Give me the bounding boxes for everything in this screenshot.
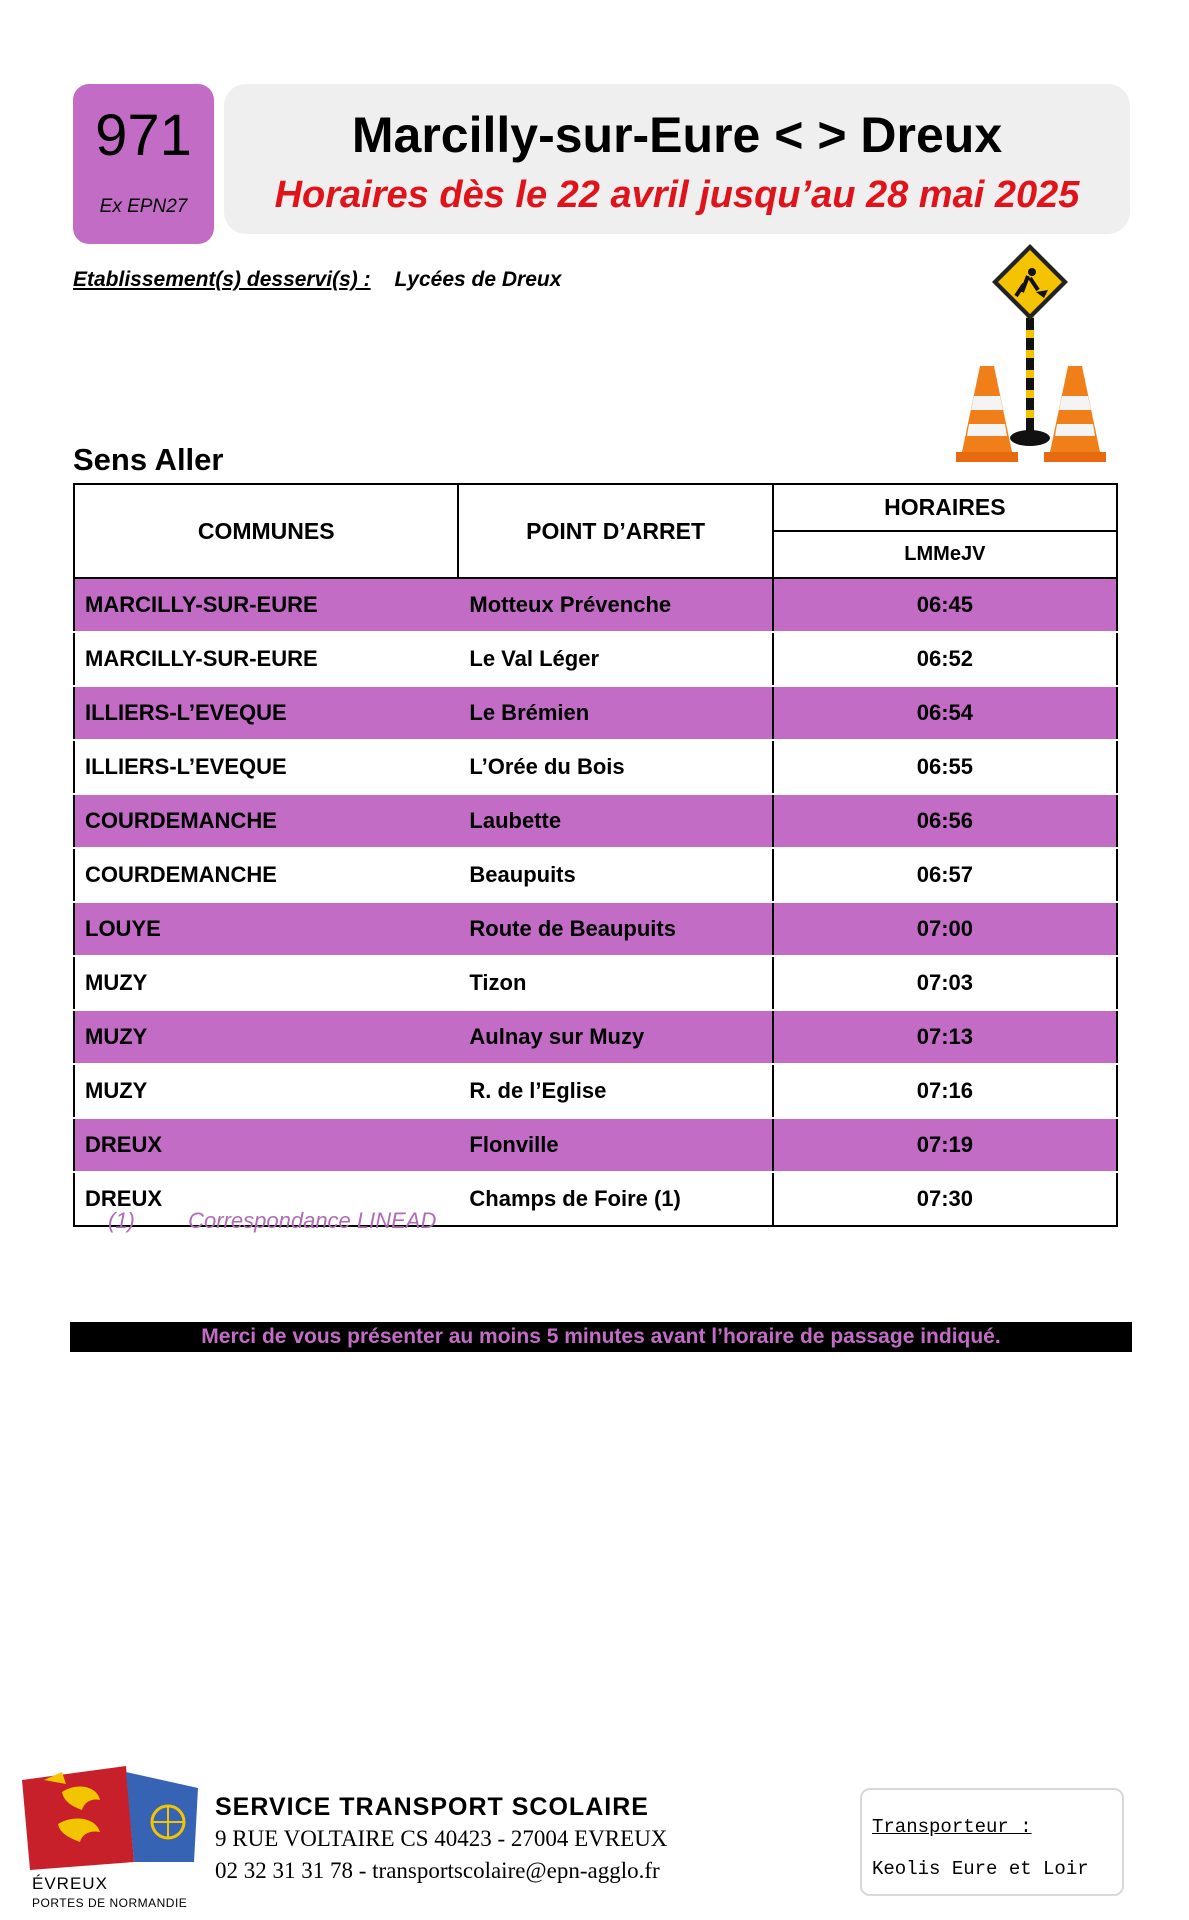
table-row [74,578,1117,632]
service-title: SERVICE TRANSPORT SCOLAIRE [215,1793,649,1821]
table-row [74,1010,1117,1064]
header-communes: COMMUNES [74,484,458,578]
table-row [74,794,1117,848]
time-cell: 07:30 [773,1172,1117,1226]
commune-cell: MARCILLY-SUR-EURE [74,632,458,686]
table-row [74,1064,1117,1118]
commune-cell: ILLIERS-L’EVEQUE [74,740,458,794]
table-row [74,848,1117,902]
time-cell: 06:45 [773,578,1117,632]
timetable [73,483,1118,1227]
carrier-name: Keolis Eure et Loir [872,1858,1089,1880]
route-title: Marcilly-sur-Eure < > Dreux [351,107,1003,163]
direction-heading: Sens Aller [73,442,224,477]
table-row [74,956,1117,1010]
commune-cell: MUZY [74,1064,458,1118]
title-panel [224,84,1130,234]
header-stop: POINT D’ARRET [458,484,772,578]
commune-cell: MUZY [74,1010,458,1064]
establishment-label: Etablissement(s) desservi(s) : [73,268,371,291]
header-times: HORAIRES [773,484,1117,531]
time-cell: 07:16 [773,1064,1117,1118]
time-cell: 06:56 [773,794,1117,848]
time-cell: 07:13 [773,1010,1117,1064]
stop-cell: Aulnay sur Muzy [458,1010,772,1064]
carrier-label: Transporteur : [872,1816,1032,1838]
commune-cell: LOUYE [74,902,458,956]
establishment-line [73,268,561,292]
time-cell: 06:57 [773,848,1117,902]
stop-cell: Motteux Prévenche [458,578,772,632]
commune-cell: DREUX [74,1172,458,1226]
logo-city: ÉVREUX [32,1874,108,1893]
table-row [74,902,1117,956]
time-cell: 07:00 [773,902,1117,956]
line-number-badge [73,84,214,244]
commune-cell: COURDEMANCHE [74,794,458,848]
logo-tagline: PORTES DE NORMANDIE [32,1896,188,1910]
commune-cell: DREUX [74,1118,458,1172]
stop-cell: Beaupuits [458,848,772,902]
carrier-box [860,1788,1124,1896]
commune-cell: COURDEMANCHE [74,848,458,902]
time-cell: 06:52 [773,632,1117,686]
notice-banner: Merci de vous présenter au moins 5 minutes avant l’horaire de passage indiqué. [70,1322,1132,1352]
commune-cell: MARCILLY-SUR-EURE [74,578,458,632]
stop-cell: Le Brémien [458,686,772,740]
stop-cell: Tizon [458,956,772,1010]
stop-cell: Champs de Foire (1) [458,1172,772,1226]
stop-cell: L’Orée du Bois [458,740,772,794]
table-row [74,632,1117,686]
header-days: LMMeJV [773,531,1117,578]
time-cell: 06:55 [773,740,1117,794]
table-row [74,686,1117,740]
commune-cell: MUZY [74,956,458,1010]
evreux-logo-icon [22,1762,202,1872]
table-row [74,740,1117,794]
stop-cell: Laubette [458,794,772,848]
time-cell: 07:03 [773,956,1117,1010]
service-contact: 02 32 31 31 78 - transportscolaire@epn-agglo.fr [215,1858,660,1883]
line-number: 971 [95,103,192,168]
commune-cell: ILLIERS-L’EVEQUE [74,686,458,740]
roadworks-cones-sign-icon [940,240,1120,480]
establishment-value: Lycées de Dreux [394,268,562,291]
footnote-marker: (1) [108,1208,135,1233]
time-cell: 07:19 [773,1118,1117,1172]
stop-cell: R. de l’Eglise [458,1064,772,1118]
table-row [74,1118,1117,1172]
footnote-text: Correspondance LINEAD [188,1208,437,1233]
line-former-name: Ex EPN27 [99,196,188,217]
stop-cell: Le Val Léger [458,632,772,686]
footnote [108,1208,436,1234]
service-address: 9 RUE VOLTAIRE CS 40423 - 27004 EVREUX [215,1826,668,1851]
validity-period: Horaires dès le 22 avril jusqu’au 28 mai 2025 [274,174,1080,216]
stop-cell: Flonville [458,1118,772,1172]
time-cell: 06:54 [773,686,1117,740]
stop-cell: Route de Beaupuits [458,902,772,956]
